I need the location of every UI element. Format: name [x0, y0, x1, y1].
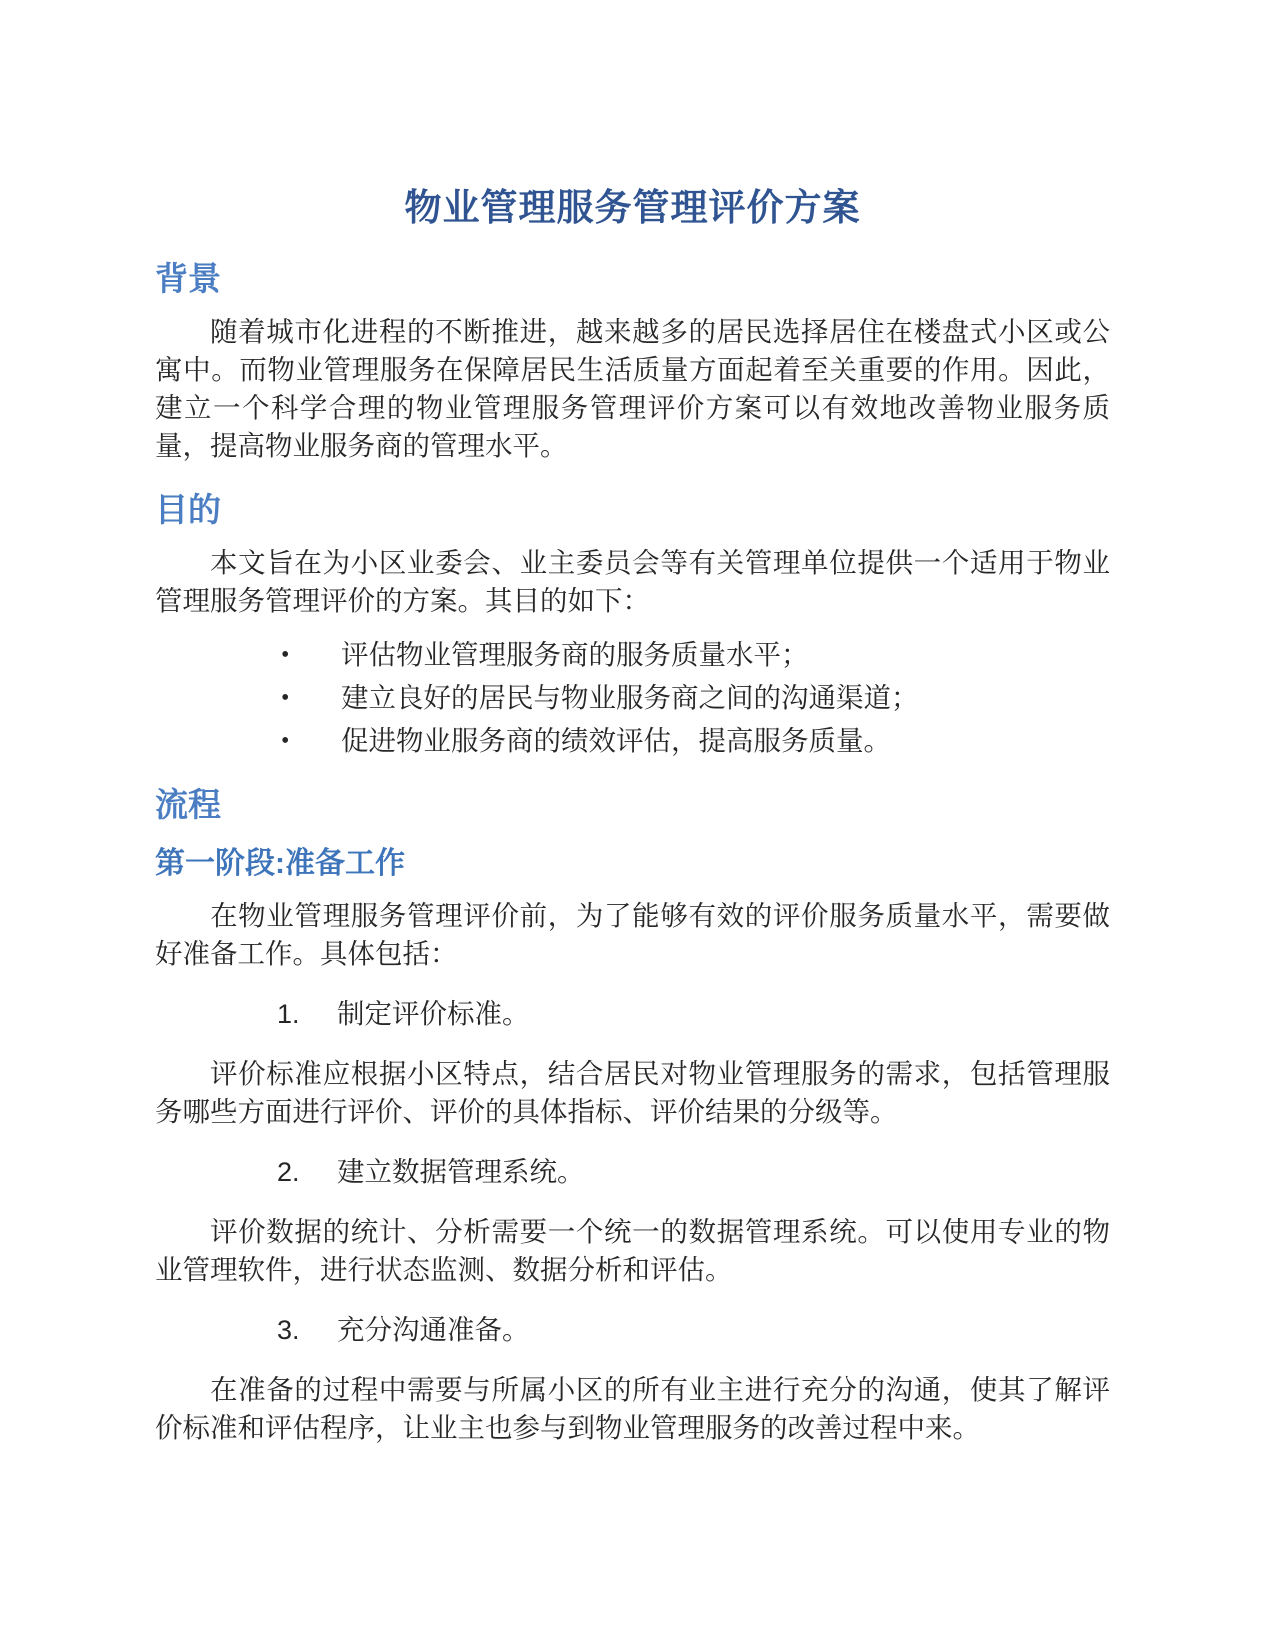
bullet-item-text: 促进物业服务商的绩效评估，提高服务质量。 [341, 725, 891, 756]
numbered-item-marker: 1. [277, 999, 300, 1029]
heading-stage1: 第一阶段:准备工作 [155, 847, 405, 880]
bullet-icon: • [281, 642, 290, 668]
bullet-item-text: 建立良好的居民与物业服务商之间的沟通渠道； [341, 682, 919, 713]
paragraph-stage1-intro: 在物业管理服务管理评价前，为了能够有效的评价服务质量水平，需要做好准备工作。具体包括： [155, 900, 1110, 969]
bullet-item [277, 679, 1110, 717]
numbered-item-title: 充分沟通准备。 [337, 1314, 530, 1345]
paragraph-item-1-detail: 评价标准应根据小区特点，结合居民对物业管理服务的需求，包括管理服务哪些方面进行评价、评价的具体指标、评价结果的分级等。 [155, 1058, 1110, 1127]
heading-process: 流程 [155, 786, 221, 823]
document-title: 物业管理服务管理评价方案 [404, 187, 861, 228]
numbered-item-title: 建立数据管理系统。 [337, 1156, 585, 1187]
bullet-item-text: 评估物业管理服务商的服务质量水平； [341, 639, 809, 670]
paragraph-item-3-detail: 在准备的过程中需要与所属小区的所有业主进行充分的沟通，使其了解评价标准和评估程序，让业主也参与到物业管理服务的改善过程中来。 [155, 1374, 1110, 1443]
numbered-item-1 [155, 995, 1110, 1033]
numbered-item-marker: 2. [277, 1157, 300, 1187]
numbered-item-2 [155, 1153, 1110, 1191]
paragraph-item-2-detail: 评价数据的统计、分析需要一个统一的数据管理系统。可以使用专业的物业管理软件，进行状态监测、数据分析和评估。 [155, 1216, 1110, 1285]
numbered-item-row [277, 995, 1110, 1033]
numbered-item-title: 制定评价标准。 [337, 998, 530, 1029]
bullet-icon: • [281, 728, 290, 754]
numbered-item-marker: 3. [277, 1315, 300, 1345]
numbered-item-row [277, 1153, 1110, 1191]
heading-background: 背景 [155, 260, 221, 297]
bullet-icon: • [281, 685, 290, 711]
bullet-item [277, 636, 1110, 674]
numbered-item-row [277, 1311, 1110, 1349]
purpose-bullet-list [155, 636, 1110, 760]
paragraph-purpose-intro: 本文旨在为小区业委会、业主委员会等有关管理单位提供一个适用于物业管理服务管理评价的方案。其目的如下： [155, 547, 1110, 616]
numbered-item-3 [155, 1311, 1110, 1349]
bullet-item [277, 722, 1110, 760]
heading-purpose: 目的 [155, 491, 221, 528]
paragraph-background: 随着城市化进程的不断推进，越来越多的居民选择居住在楼盘式小区或公寓中。而物业管理服务在保障居民生活质量方面起着至关重要的作用。因此，建立一个科学合理的物业管理服务管理评价方案可以有效地改善物业服务质量，提高物业服务商的管理水平。 [155, 316, 1110, 461]
